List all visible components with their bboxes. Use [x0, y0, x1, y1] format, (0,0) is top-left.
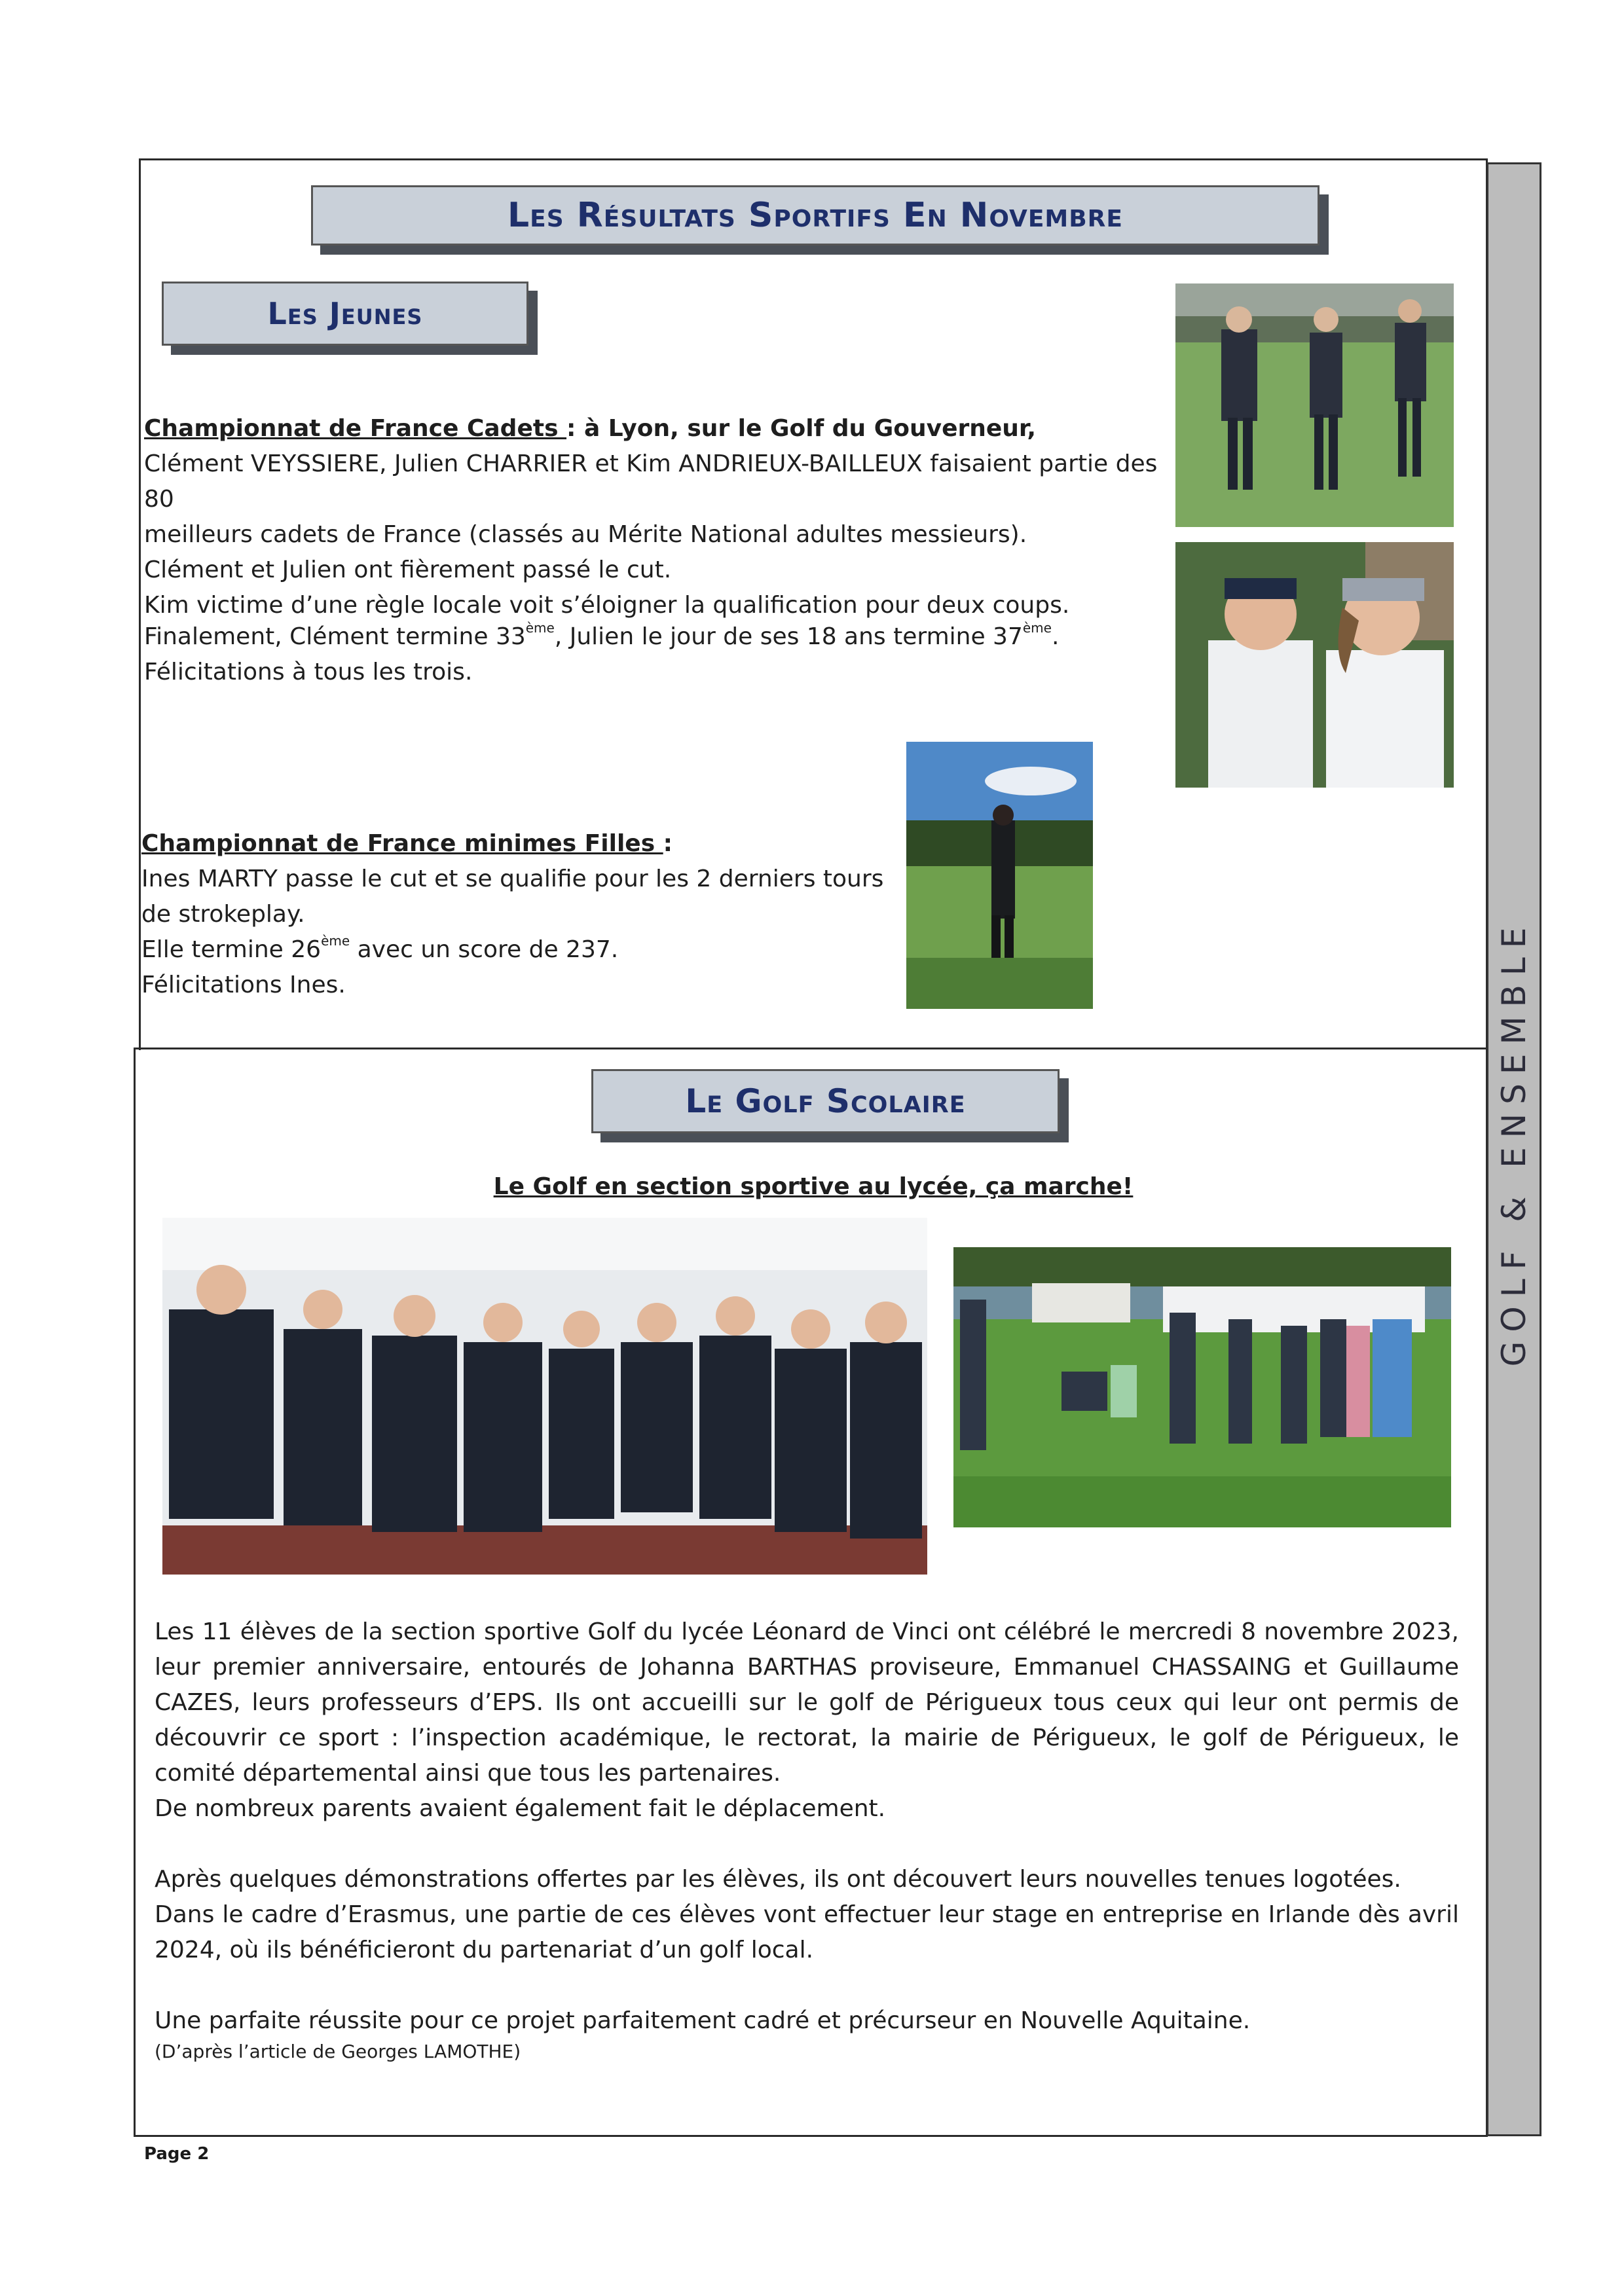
cadets-intro: : à Lyon, sur le Golf du Gouverneur, — [566, 415, 1037, 442]
final-b: , Julien le jour de ses 18 ans termine 37 — [554, 623, 1023, 650]
minimes-line1: Ines MARTY passe le cut et se qualifie pour les 2 derniers tours — [141, 866, 884, 892]
final-a: Finalement, Clément termine 33 — [144, 623, 526, 650]
scolaire-title-text: Le Golf Scolaire — [685, 1082, 966, 1120]
cadets-congrats: Félicitations à tous les trois. — [144, 659, 473, 685]
cadets-final — [144, 619, 1172, 690]
cadets-block — [144, 411, 1172, 623]
photo-cadets-swing — [1175, 283, 1454, 527]
scolaire-para4: Une parfaite réussite pour ce projet parfaitement cadré et précurseur en Nouvelle Aquitaine. — [155, 2007, 1251, 2034]
minimes-line3a: Elle termine 26 — [141, 936, 322, 963]
final-sup2: ème — [1022, 620, 1052, 636]
cadets-heading: Championnat de France Cadets — [144, 415, 567, 442]
scolaire-para3: Dans le cadre d’Erasmus, une partie de ces élèves vont effectuer leur stage en entreprise en Irlande dès avril 2024, où ils bénéficieront du partenariat d’un golf local. — [155, 1901, 1459, 1963]
final-c: . — [1051, 623, 1060, 650]
main-title — [311, 185, 1320, 246]
scolaire-para2: Après quelques démonstrations offertes par les élèves, ils ont découvert leurs nouvelles tenues logotées. — [155, 1866, 1401, 1893]
scolaire-para1: Les 11 élèves de la section sportive Golf du lycée Léonard de Vinci ont célébré le mercredi 8 novembre 2023, leur premier anniversaire, entourés de Johanna BARTHAS proviseure, Emmanuel CHASSAING et Guillaume CAZES, leurs professeurs d’EPS. Ils ont accueilli sur le golf de Périgueux tous ceux qui leur ont permis de découvrir ce sport : l’inspection académique, le rectorat, la mairie de Périgueux, le golf de Périgueux, le comité départemental ainsi que tous les partenaires. — [155, 1618, 1459, 1787]
sidebar-label: GOLF & ENSEMBLE — [1495, 918, 1533, 1367]
page-number — [144, 2144, 209, 2164]
minimes-heading: Championnat de France minimes Filles — [141, 830, 663, 857]
jeunes-title-text: Les Jeunes — [267, 296, 423, 331]
main-title-text: Les Résultats Sportifs En Novembre — [507, 196, 1123, 235]
scolaire-subtitle-text: Le Golf en section sportive au lycée, ça marche! — [493, 1173, 1134, 1200]
minimes-line2: de strokeplay. — [141, 901, 305, 928]
scolaire-para1b: De nombreux parents avaient également fait le déplacement. — [155, 1795, 886, 1822]
cadets-line4: Clément et Julien ont fièrement passé le cut. — [144, 556, 672, 583]
minimes-sup: ème — [321, 933, 350, 949]
cadets-line5: Kim victime d’une règle locale voit s’éloigner la qualification pour deux coups. — [144, 592, 1070, 619]
photo-golf-demo — [953, 1247, 1451, 1527]
minimes-line3b: avec un score de 237. — [350, 936, 619, 963]
cadets-line3: meilleurs cadets de France (classés au Mérite National adultes messieurs). — [144, 521, 1027, 548]
photo-minimes-swing — [906, 742, 1093, 1009]
scolaire-title — [591, 1069, 1060, 1133]
photo-group-students — [162, 1218, 927, 1575]
minimes-line4: Félicitations Ines. — [141, 972, 346, 998]
page-number-text: Page 2 — [144, 2144, 210, 2164]
minimes-block — [141, 826, 888, 1003]
minimes-colon: : — [663, 830, 673, 857]
jeunes-title — [162, 282, 528, 346]
cadets-line2: Clément VEYSSIERE, Julien CHARRIER et Kim ANDRIEUX-BAILLEUX faisaient partie des 80 — [144, 450, 1158, 513]
final-sup1: ème — [525, 620, 555, 636]
scolaire-text — [155, 1614, 1459, 2065]
scolaire-credit: (D’après l’article de Georges LAMOTHE) — [155, 2041, 521, 2062]
photo-cadets-portrait — [1175, 542, 1454, 788]
scolaire-subtitle — [139, 1169, 1488, 1205]
